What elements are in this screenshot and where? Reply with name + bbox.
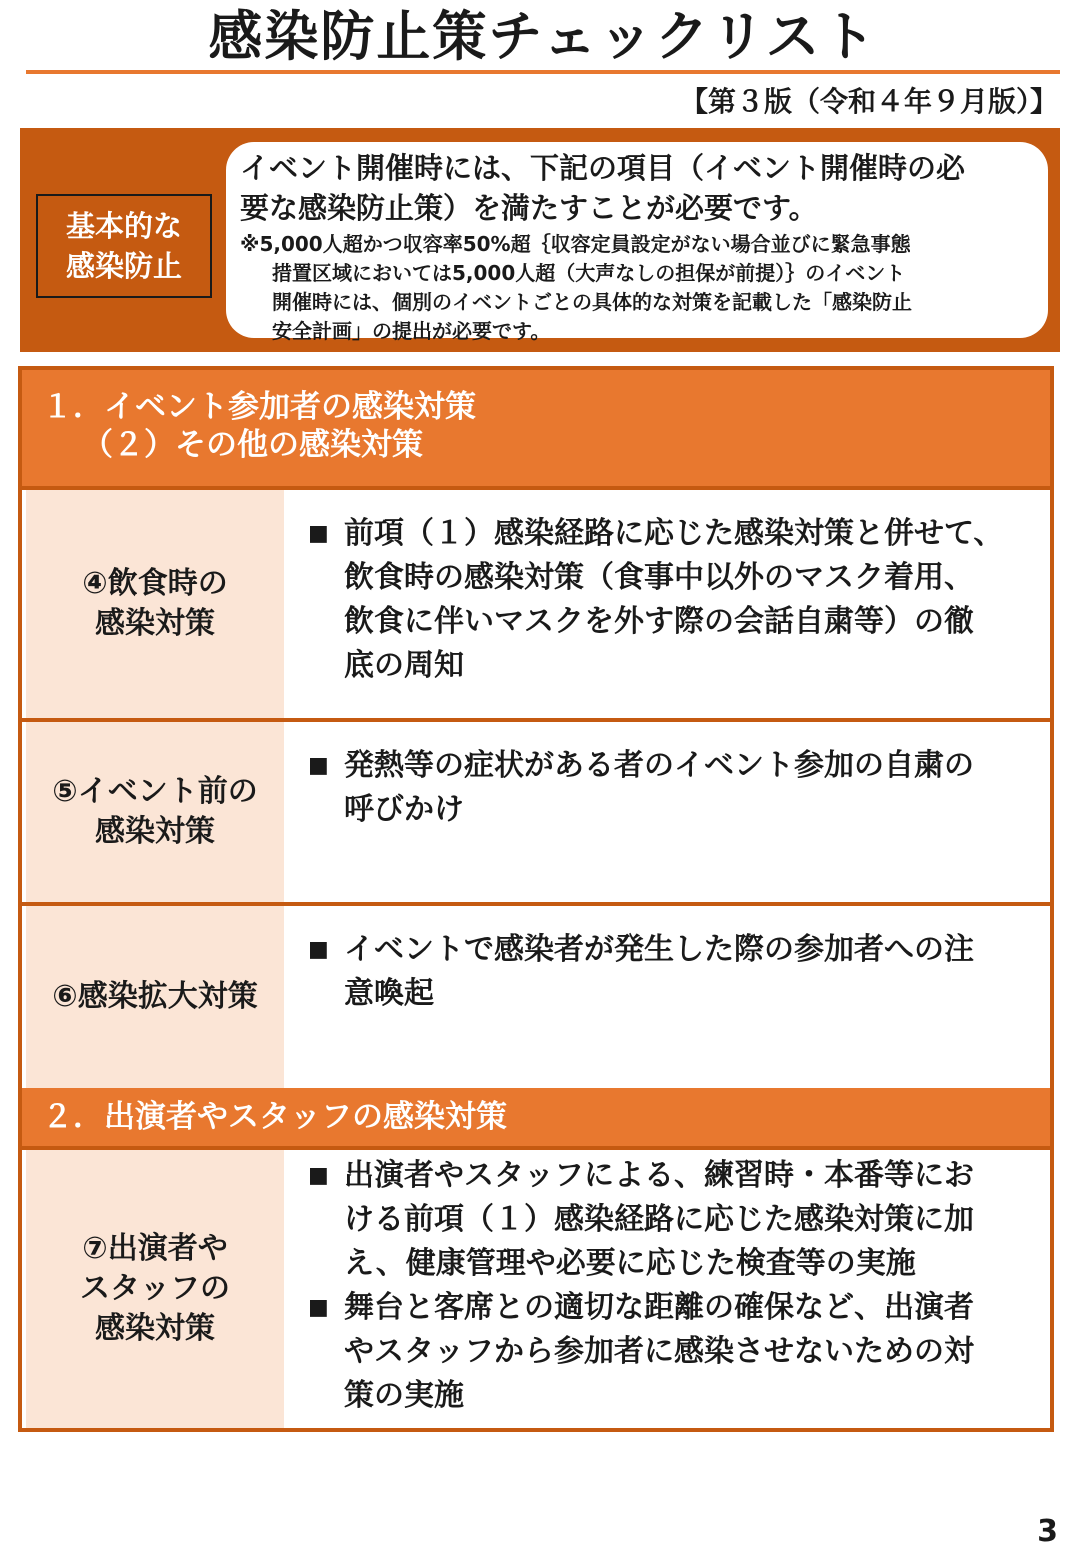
row-label [26, 906, 284, 1088]
item-line: 前項（１）感染経路に応じた感染対策と併せて、 [344, 516, 1004, 551]
row-label-line: 感染対策 [95, 1311, 215, 1346]
item-line: 底の周知 [344, 648, 464, 683]
square-bullet-icon: ■ [308, 937, 329, 962]
basic-note [240, 230, 1038, 346]
item-line: 発熱等の症状がある者のイベント参加の自粛の [344, 748, 974, 783]
basic-main-line: イベント開催時には、下記の項目（イベント開催時の必 [240, 151, 966, 185]
table-row [22, 1150, 1050, 1428]
row-content [288, 906, 1050, 1088]
basic-note-line: 措置区域においては5,000人超（大声なしの担保が前提）｝のイベント [272, 261, 906, 285]
square-bullet-icon: ■ [308, 1163, 329, 1188]
list-item [308, 744, 1036, 832]
item-text [344, 928, 974, 1016]
square-bullet-icon: ■ [308, 521, 329, 546]
row-label-line: 感染対策 [95, 814, 215, 849]
basic-label-line: 感染防止 [65, 249, 182, 283]
section2-header: ２．出演者やスタッフの感染対策 [22, 1088, 1050, 1146]
basic-label-line: 基本的な [65, 209, 182, 243]
list-item [308, 928, 1036, 1016]
item-line: 出演者やスタッフによる、練習時・本番等にお [344, 1158, 974, 1193]
row-label-line: ④飲食時の [82, 566, 228, 601]
edition-label: 【第３版（令和４年９月版）】 [679, 85, 1058, 118]
row-label [26, 1150, 284, 1428]
row-content [288, 722, 1050, 902]
page-title: 感染防止策チェックリスト [208, 5, 878, 68]
page-number: 3 [1037, 1514, 1058, 1549]
basic-note-line: ※5,000人超かつ収容率50%超｛収容定員設定がない場合並びに緊急事態 [240, 232, 911, 256]
row-label-line: スタッフの [80, 1271, 230, 1306]
basic-prevention-description [226, 142, 1048, 343]
square-bullet-icon: ■ [308, 753, 329, 778]
item-line: 呼びかけ [344, 792, 464, 827]
row-label-line: ⑥感染拡大対策 [52, 979, 258, 1014]
row-content [288, 490, 1050, 718]
checklist-table [18, 366, 1054, 1432]
basic-prevention-label [36, 194, 212, 298]
row-label-line: ⑤イベント前の [52, 774, 258, 809]
item-text [344, 1154, 974, 1286]
item-line: イベントで感染者が発生した際の参加者への注 [344, 932, 974, 967]
row-label [26, 490, 284, 718]
basic-main-line: 要な感染防止策）を満たすことが必要です。 [240, 191, 818, 225]
table-row [22, 722, 1050, 902]
item-line: え、健康管理や必要に応じた検査等の実施 [344, 1246, 916, 1281]
item-line: 舞台と客席との適切な距離の確保など、出演者 [344, 1290, 974, 1325]
title-underline [26, 70, 1060, 74]
item-text [344, 1286, 974, 1418]
item-line: 飲食に伴いマスクを外す際の会話自粛等）の徹 [344, 604, 974, 639]
section1-heading: １．イベント参加者の感染対策 [42, 389, 476, 425]
item-line: 飲食時の感染対策（食事中以外のマスク着用、 [344, 560, 974, 595]
section1-header [22, 370, 1050, 486]
basic-prevention-banner [20, 128, 1060, 352]
row-label-line: ⑦出演者や [82, 1231, 228, 1266]
basic-note-line: 開催時には、個別のイベントごとの具体的な対策を記載した「感染防止 [272, 290, 912, 314]
row-content [288, 1150, 1050, 1428]
row-label-line: 感染対策 [95, 606, 215, 641]
row-label [26, 722, 284, 902]
basic-note-line: 安全計画」の提出が必要です。 [272, 319, 551, 343]
item-text [344, 744, 974, 832]
list-item [308, 1286, 1036, 1418]
square-bullet-icon: ■ [308, 1295, 329, 1320]
item-line: ける前項（１）感染経路に応じた感染対策に加 [344, 1202, 974, 1237]
item-line: 策の実施 [344, 1378, 464, 1413]
item-text [344, 512, 1003, 688]
list-item [308, 512, 1036, 688]
item-line: やスタッフから参加者に感染させないための対 [344, 1334, 974, 1369]
table-row [22, 906, 1050, 1088]
table-row [22, 490, 1050, 718]
item-line: 意喚起 [344, 976, 434, 1011]
section1-subheading: （２）その他の感染対策 [82, 427, 423, 463]
basic-main-text [240, 148, 1038, 228]
list-item [308, 1154, 1036, 1286]
